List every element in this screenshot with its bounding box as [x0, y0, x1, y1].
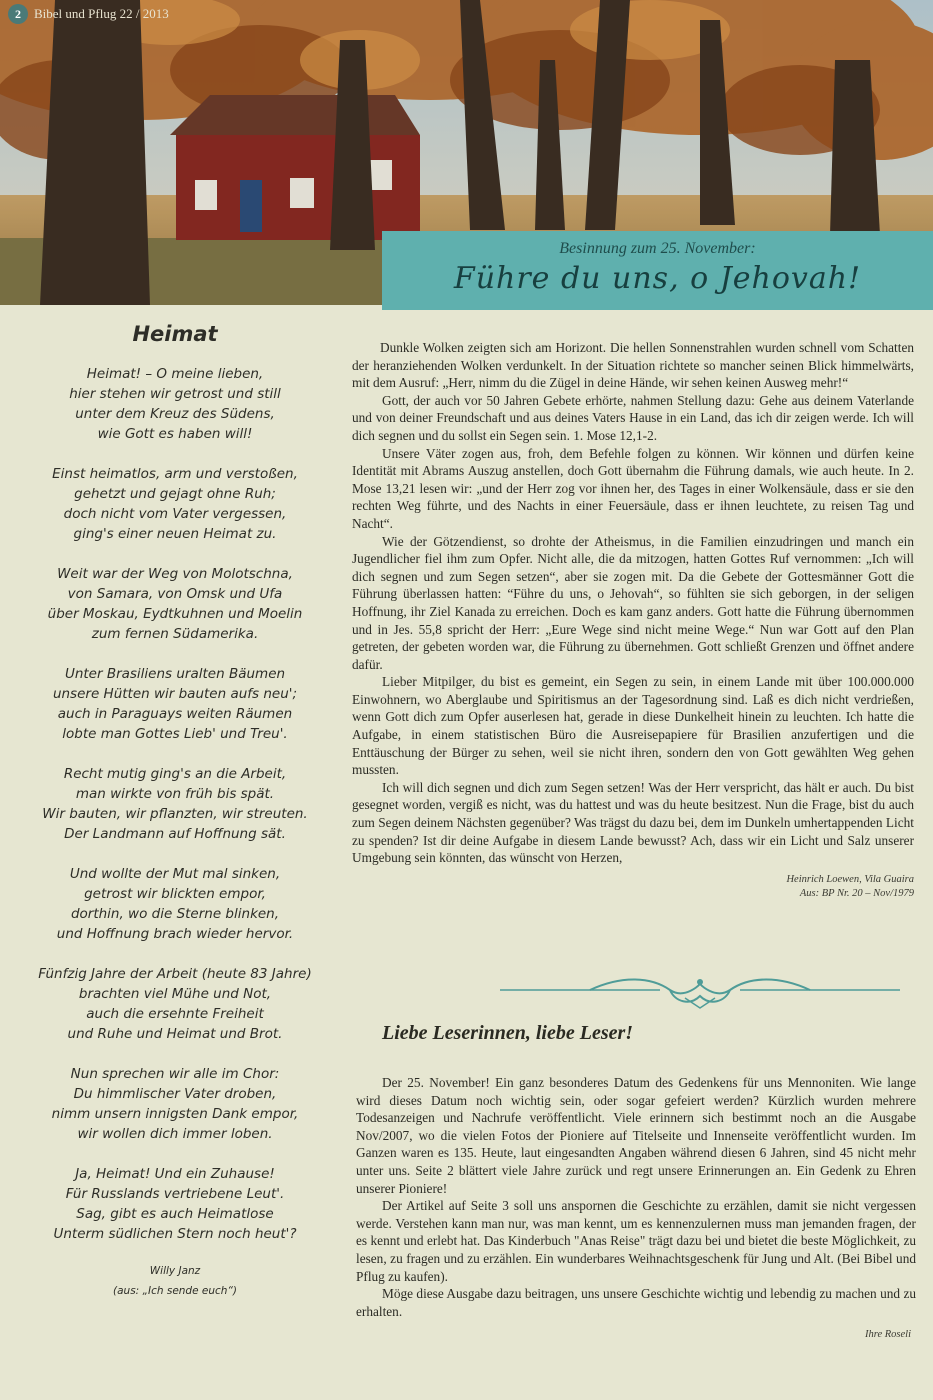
title-band: [382, 231, 933, 310]
article-paragraph: Gott, der auch vor 50 Jahren Gebete erhörte, nahmen Stellung dazu: Gehe aus deinem Vaterlande und von deiner Freundschaft und aus deines Vaters Hause in ein Land, das ich dir zeigen werde. Ich will dich segnen und du sollst ein Segen sein. 1. Mose 12,1-2.: [352, 392, 914, 443]
poem-line: dorthin, wo die Sterne blinken,: [70, 906, 280, 922]
publication-name: Bibel und Pflug 22 / 2013: [34, 6, 169, 21]
poem-stanza: [20, 664, 330, 744]
editorial-paragraph: Möge diese Ausgabe dazu beitragen, uns unsere Geschichte wichtig und lebendig zu machen und zu erhalten.: [356, 1286, 916, 1319]
article-source: Aus: BP Nr. 20 – Nov/1979: [799, 887, 914, 899]
poem-line: gehetzt und gejagt ohne Ruh;: [74, 486, 276, 502]
poem-line: Und wollte der Mut mal sinken,: [69, 866, 281, 882]
poem-line: Unter Brasiliens uralten Bäumen: [64, 666, 286, 682]
poem-line: über Moskau, Eydtkuhnen und Moelin: [47, 606, 303, 622]
poem-line: Weit war der Weg von Molotschna,: [57, 566, 293, 582]
poem-line: Wir bauten, wir pflanzten, wir streuten.: [42, 806, 308, 822]
page-marker: [8, 4, 169, 24]
poem-line: doch nicht vom Vater vergessen,: [63, 506, 287, 522]
poem-line: Für Russlands vertriebene Leut'.: [65, 1186, 285, 1202]
poem-line: brachten viel Mühe und Not,: [78, 986, 272, 1002]
article-paragraph: Dunkle Wolken zeigten sich am Horizont. Die hellen Sonnenstrahlen wurden schnell vom Schatten der heranziehenden Wolken verdunkelt. In der Situation richtete so mancher seinen Blick himmelwärts, mit dem Ausruf: „Herr, nimm du die Zügel in deine Hände, wir sehen keinen Ausweg mehr!“: [352, 340, 914, 391]
editorial-title: Liebe Leserinnen, liebe Leser!: [382, 1022, 634, 1044]
poem-stanza: [20, 1064, 330, 1144]
poem-stanza: [20, 464, 330, 544]
poem-line: und Hoffnung brach wieder hervor.: [56, 926, 294, 942]
poem-line: Recht mutig ging's an die Arbeit,: [63, 766, 287, 782]
poem-line: von Samara, von Omsk und Ufa: [67, 586, 283, 602]
editorial-paragraph: Der Artikel auf Seite 3 soll uns anspornen die Geschichte zu erzählen, damit sie nicht vergessen werde. Verstehen kann man nur, was man kennt, um es kennenzulernen muss man jemanden fragen, der es kennt und erlebt hat. Das Kinderbuch "Anas Reise" trägt dazu bei und bietet die beste Möglichkeit, zu lesen, zu fragen und zu erzählen. Ein wunderbares Weihnachtsgeschenk für Jung und Alt. (Bei Bibel und Pflug zu kaufen).: [356, 1198, 916, 1284]
poem-source: (aus: „Ich sende euch“): [113, 1285, 237, 1297]
band-subtitle: Besinnung zum 25. November:: [559, 240, 756, 257]
poem-line: hier stehen wir getrost und still: [69, 386, 281, 402]
poem-stanza: [20, 364, 330, 444]
article-paragraph: Lieber Mitpilger, du bist es gemeint, ein Segen zu sein, in einem Lande mit über 100.000.000 Einwohnern, wo Aberglaube und Spiritismus an der Tagesordnung sind. Laß es dich nicht verdrießen, wenn Gott dich zum Opfer auserlesen hat, gerade in diese Dunkelheit hinein zu leuchten. Ich hatte die Aufgabe, in einem statistischen Büro die Ausreisepapiere für Brasilien anzufertigen und die Enttäuschung der Bürger zu sehen, weil sie nicht ihren, sondern den von Gott gewählten Weg gehen mussten.: [352, 674, 914, 778]
poem-line: auch in Paraguays weiten Räumen: [57, 706, 293, 722]
poem-line: unter dem Kreuz des Südens,: [75, 406, 275, 422]
band-title: Führe du uns, o Jehovah!: [453, 261, 862, 296]
poem-line: wie Gott es haben will!: [97, 426, 253, 442]
poem-line: getrost wir blickten empor,: [84, 886, 266, 902]
poem-line: Nun sprechen wir alle im Chor:: [70, 1066, 280, 1082]
article-paragraph: Wie der Götzendienst, so drohte der Atheismus, in die Familien einzudringen und manch ein Jugendlicher fiel ihm zum Opfer. Nicht alle, die da mitzogen, hatten Gottes Ruf vernommen: „Ich will dich segnen und zum Segen setzen“, aber sie zogen mit. Da die Gebete der Gottesmänner Gott die Führung überlassen hatten: “Führe du uns, o Jehovah“, so fühlten sie sich geborgen, in der seligen Hoffnung, ihr Ziel Kanada zu erreichen. Doch es kam ganz anders. Gott hatte die Führung übernommen und in Jes. 55,8 spricht der Herr: „Eure Wege sind nicht meine Wege.“ Nun war Gott auf den Plan getreten, der gebeten worden war, die Führung zu übernehmen. Gott schließt Grenzen und öffnet andere dafür.: [352, 533, 914, 672]
poem-line: ging's einer neuen Heimat zu.: [73, 526, 277, 542]
poem-stanza: [20, 964, 330, 1044]
poem-author: Willy Janz: [149, 1265, 201, 1277]
poem-line: Einst heimatlos, arm und verstoßen,: [52, 466, 298, 482]
ornament-divider: [500, 972, 900, 1012]
poem-line: Du himmlischer Vater droben,: [73, 1086, 277, 1102]
poem-stanza: [20, 864, 330, 944]
poem-stanza: [20, 564, 330, 644]
page-number: 2: [8, 4, 28, 24]
editorial-signature: Ihre Roseli: [865, 1329, 911, 1340]
poem-stanza: [20, 764, 330, 844]
poem-line: zum fernen Südamerika.: [91, 626, 259, 642]
article-paragraph: Unsere Väter zogen aus, froh, dem Befehle folgen zu können. Wir können und dürfen keine Identität mit Abrams Auszug anstellen, doch Gott übernahm die Führung damals, wie auch heute. In 2. Mose 13,21 lesen wir: „und der Herr zog vor ihnen her, des Tages in einer Wolkensäule, dass er sie den rechten Weg führte, und des Nachts in einer Feuersäule, dass er ihnen leuchtete, zu reisen Tag und Nacht“.: [352, 445, 914, 531]
poem-line: Fünfzig Jahre der Arbeit (heute 83 Jahre): [38, 966, 312, 982]
poem-line: auch die ersehnte Freiheit: [86, 1006, 264, 1022]
article-author: Heinrich Loewen, Vila Guaira: [786, 873, 914, 885]
article-paragraph: Ich will dich segnen und dich zum Segen setzen! Was der Herr verspricht, das hält er auch. Du bist gesegnet worden, vergiß es nicht, was du hattest und was du heute besitzest. Nun die Frage, bist du auch zum Segen deinem Nächsten gegenüber? Was trägst du dazu bei, dem im Dunkeln umhertappenden Licht zu spenden? Ist dir deine Aufgabe in diesem Lande bewusst? Ach, dass wir ein Licht und Salz unserer Umgebung sein könnten, das wünscht von Herzen,: [352, 779, 914, 866]
editorial-paragraph: Der 25. November! Ein ganz besonderes Datum des Gedenkens für uns Mennoniten. Wie lange wird dieses Datum noch wichtig sein, oder sogar gefeiert werden? Kürzlich wurden mehrere Todesanzeigen und Nachrufe veröffentlicht. Viele erinnern sich bestimmt noch an die Ausgabe Nov/2007, wo die vielen Fotos der Pioniere auf Titelseite und Innenseite veröffentlicht wurden. Im Ganzen waren es 135. Heute, laut eingesandten Angaben während diesen 6 Jahren, sind 45 nicht mehr unter uns. Seite 2 blättert viele Jahre zurück und regt unsere Erinnerungen an. Ein Gedenk zu Ehren unserer Pioniere!: [356, 1075, 916, 1196]
poem-line: Heimat! – O meine lieben,: [86, 366, 264, 382]
poem-line: Ja, Heimat! Und ein Zuhause!: [75, 1166, 275, 1182]
poem-line: Der Landmann auf Hoffnung sät.: [64, 826, 286, 842]
article-main: [352, 339, 914, 901]
editorial-text: [356, 1074, 916, 1320]
poem-line: und Ruhe und Heimat und Brot.: [67, 1026, 283, 1042]
poem-line: lobte man Gottes Lieb' und Treu'.: [62, 726, 288, 742]
poem-line: man wirkte von früh bis spät.: [75, 786, 275, 802]
poem-title: Heimat: [132, 322, 218, 346]
poem-line: Sag, gibt es auch Heimatlose: [76, 1206, 274, 1222]
poem-column: [20, 318, 330, 1298]
poem-line: nimm unsern innigsten Dank empor,: [51, 1106, 299, 1122]
poem-stanza: [20, 1164, 330, 1244]
poem-line: Unterm südlichen Stern noch heut'?: [53, 1226, 297, 1242]
poem-line: unsere Hütten wir bauten aufs neu';: [52, 686, 298, 702]
poem-stanzas: [20, 364, 330, 1244]
poem-line: wir wollen dich immer loben.: [77, 1126, 273, 1142]
